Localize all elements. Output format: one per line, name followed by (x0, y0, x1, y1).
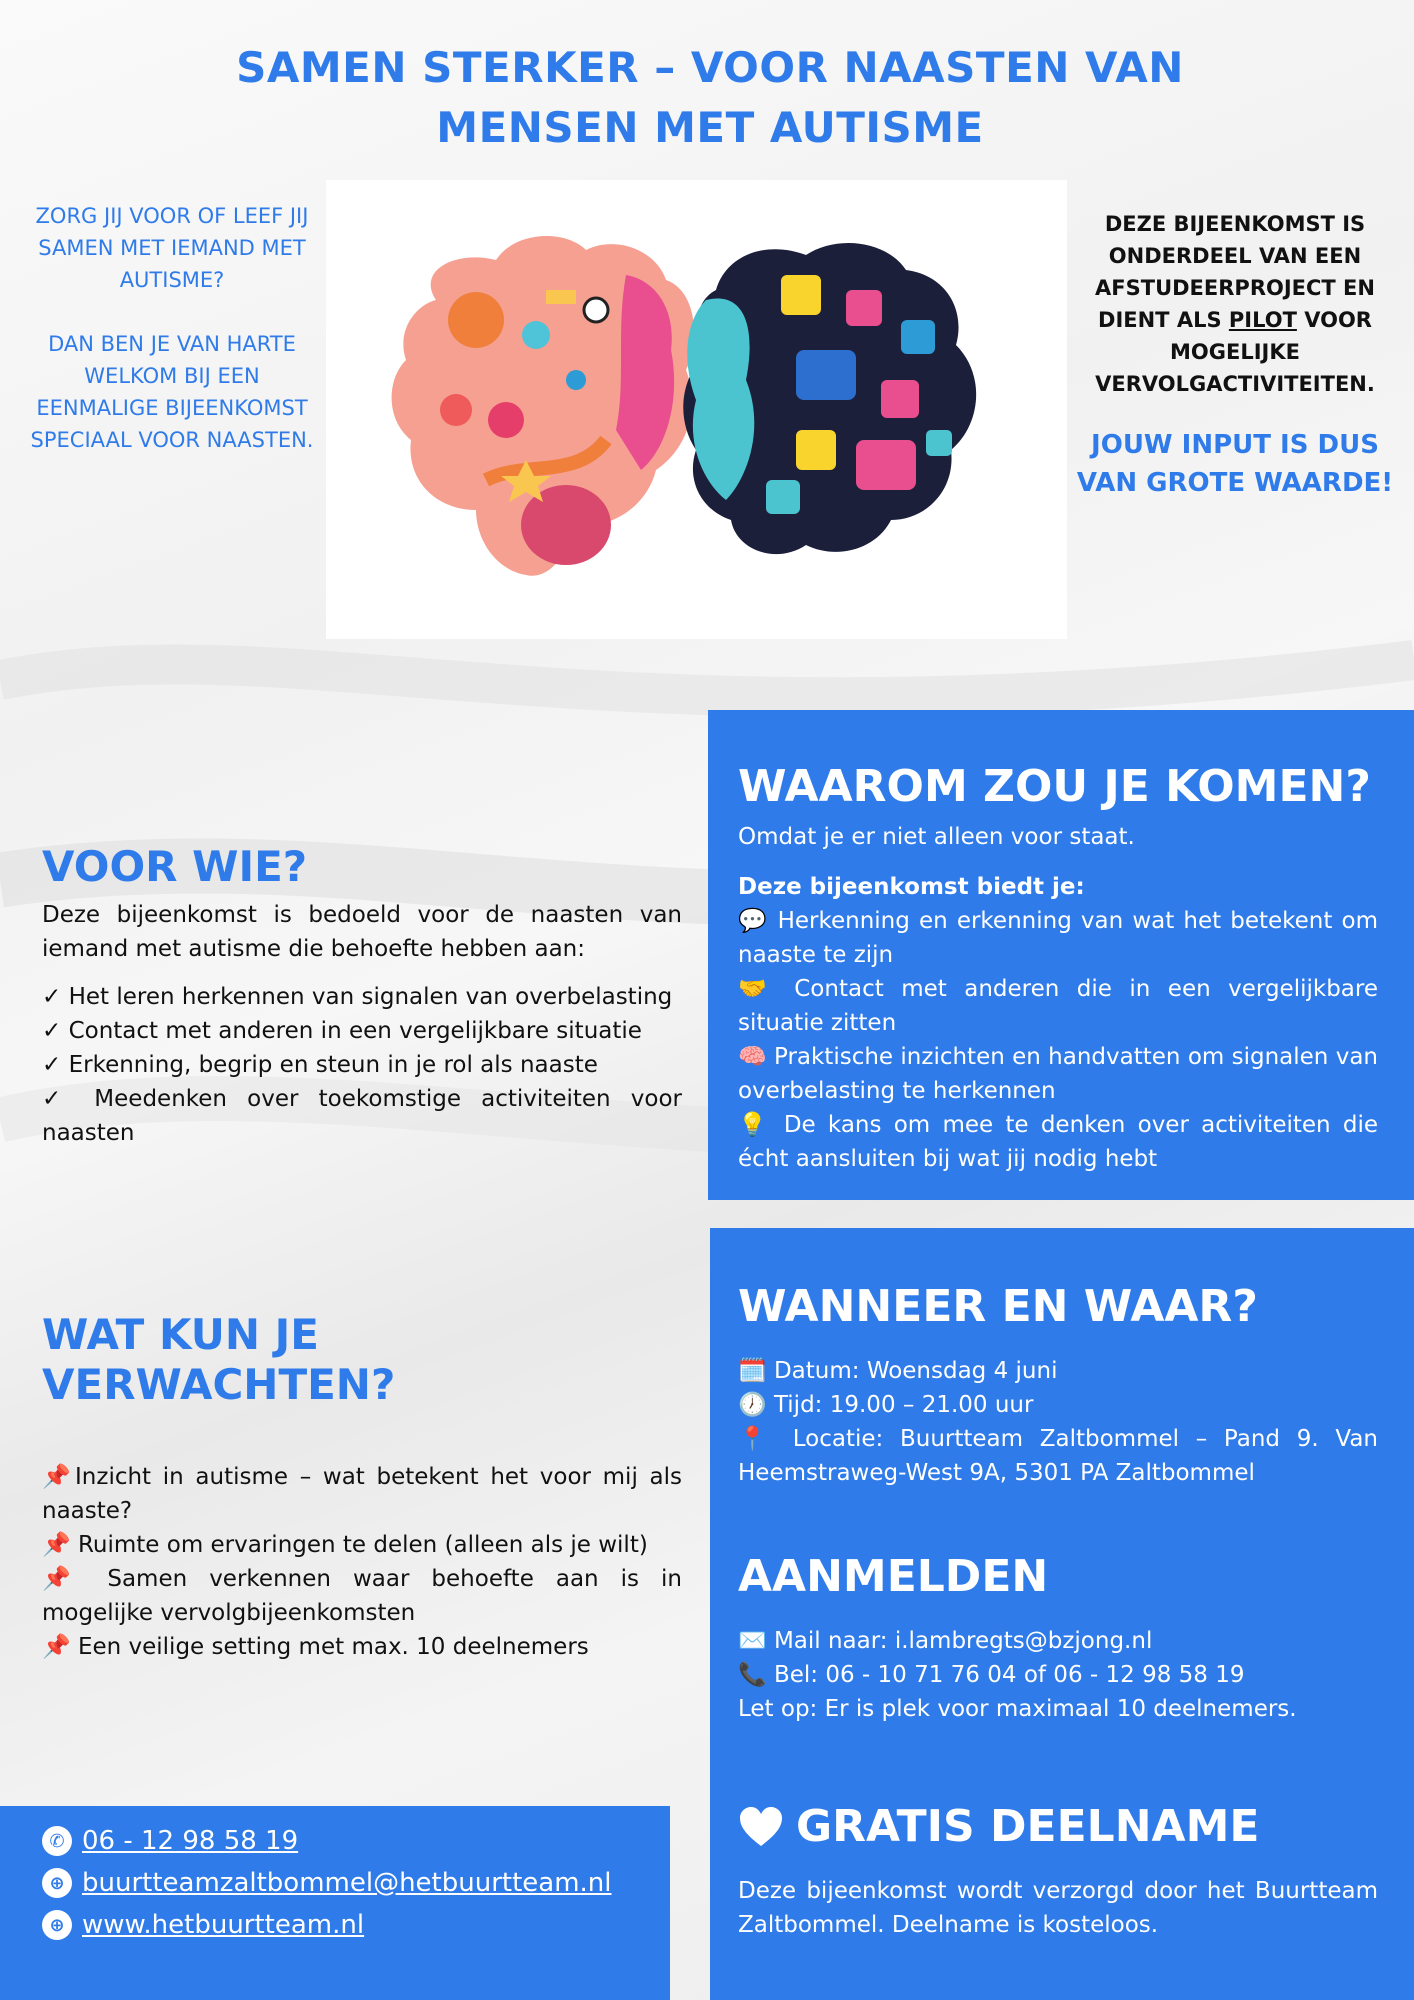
intro-right (1070, 208, 1400, 502)
brain-illustration-svg (326, 180, 1067, 639)
phone-item[interactable]: 📞 Bel: 06 - 10 71 76 04 of 06 - 12 98 58 19 (738, 1662, 1245, 1688)
contact-panel (0, 1806, 670, 2000)
mail-item[interactable]: ✉️ Mail naar: i.lambregts@bzjong.nl (738, 1628, 1153, 1654)
waarom-heading: WAAROM ZOU JE KOMEN? (738, 761, 1371, 812)
verwachten-list (42, 1460, 682, 1664)
verwachten-section (42, 1310, 682, 1664)
list-item: ✓ Het leren herkennen van signalen van overbelasting (42, 984, 673, 1010)
phone-link[interactable]: 06 - 12 98 58 19 (82, 1826, 299, 1856)
location-item: 📍 Locatie: Buurtteam Zaltbommel – Pand 9. Van Heemstraweg-West 9A, 5301 PA Zaltbommel (738, 1426, 1378, 1486)
list-item: 🧠 Praktische inzichten en handvatten om signalen van overbelasting te herkennen (738, 1044, 1378, 1104)
list-item: 📌 Een veilige setting met max. 10 deelnemers (42, 1634, 589, 1660)
voor-wie-list (42, 980, 682, 1150)
aanmelden-heading: AANMELDEN (738, 1551, 1049, 1602)
list-item: ✓ Erkenning, begrip en steun in je rol als naaste (42, 1052, 598, 1078)
verwachten-heading: WAT KUN JE VERWACHTEN? (42, 1310, 396, 1409)
contact-email-row (42, 1862, 670, 1904)
heart-icon (738, 1806, 784, 1848)
contact-phone-row (42, 1820, 670, 1862)
list-item: 📌Inzicht in autisme – wat betekent het voor mij als naaste? (42, 1464, 682, 1524)
capacity-note: Let op: Er is plek voor maximaal 10 deelnemers. (738, 1696, 1297, 1722)
voor-wie-heading: VOOR WIE? (42, 842, 308, 891)
voor-wie-section (42, 842, 682, 1150)
aanmelden-list (738, 1624, 1378, 1726)
waarom-sub: Omdat je er niet alleen voor staat. (738, 824, 1135, 850)
waarom-bold: Deze bijeenkomst biedt je: (738, 874, 1085, 900)
website-globe-icon: ⊕ (42, 1910, 72, 1940)
time-item: 🕖 Tijd: 19.00 – 21.00 uur (738, 1392, 1034, 1418)
wanneer-heading: WANNEER EN WAAR? (738, 1281, 1258, 1332)
page-title: SAMEN STERKER – VOOR NAASTEN VAN MENSEN MET AUTISME (236, 43, 1184, 152)
intro-welcome: DAN BEN JE VAN HARTE WELKOM BIJ EEN EENMALIGE BIJEENKOMST SPECIAAL VOOR NAASTEN. (30, 332, 314, 452)
email-link[interactable]: buurtteamzaltbommel@hetbuurtteam.nl (82, 1868, 612, 1898)
website-link[interactable]: www.hetbuurtteam.nl (82, 1910, 365, 1940)
waarom-list (738, 904, 1378, 1176)
gratis-heading-row (738, 1800, 1378, 1854)
input-accent: JOUW INPUT IS DUS VAN GROTE WAARDE! (1076, 430, 1394, 498)
wanneer-list (738, 1354, 1378, 1490)
list-item: 📌 Ruimte om ervaringen te delen (alleen als je wilt) (42, 1532, 648, 1558)
gratis-text: Deze bijeenkomst wordt verzorgd door het Buurtteam Zaltbommel. Deelname is kosteloos. (738, 1878, 1378, 1938)
intro-question: ZORG JIJ VOOR OF LEEF JIJ SAMEN MET IEMAND MET AUTISME? (35, 204, 309, 292)
waarom-panel (708, 710, 1414, 1200)
email-globe-icon: ⊕ (42, 1868, 72, 1898)
list-item: ✓ Meedenken over toekomstige activiteiten voor naasten (42, 1086, 682, 1146)
gratis-heading: GRATIS DEELNAME (796, 1801, 1260, 1852)
contact-website-row (42, 1904, 670, 1946)
date-item: 🗓️ Datum: Woensdag 4 juni (738, 1358, 1058, 1384)
list-item: ✓ Contact met anderen in een vergelijkbare situatie (42, 1018, 642, 1044)
pilot-word: PILOT (1228, 308, 1297, 332)
phone-icon: ✆ (42, 1826, 72, 1856)
pilot-note: DEZE BIJEENKOMST IS ONDERDEEL VAN EEN AFSTUDEERPROJECT EN DIENT ALS PILOT VOOR MOGELIJKE VERVOLGACTIVITEITEN. (1095, 212, 1375, 396)
intro-left (22, 200, 322, 456)
list-item: 💬 Herkenning en erkenning van wat het betekent om naaste te zijn (738, 908, 1378, 968)
list-item: 💡 De kans om mee te denken over activiteiten die écht aansluiten bij wat jij nodig hebt (738, 1112, 1378, 1172)
voor-wie-intro: Deze bijeenkomst is bedoeld voor de naasten van iemand met autisme die behoefte hebben aan: (42, 902, 682, 962)
wanneer-panel (710, 1228, 1414, 2000)
brain-illustration (326, 180, 1067, 639)
list-item: 📌 Samen verkennen waar behoefte aan is in mogelijke vervolgbijeenkomsten (42, 1566, 682, 1626)
list-item: 🤝 Contact met anderen die in een vergelijkbare situatie zitten (738, 976, 1378, 1036)
